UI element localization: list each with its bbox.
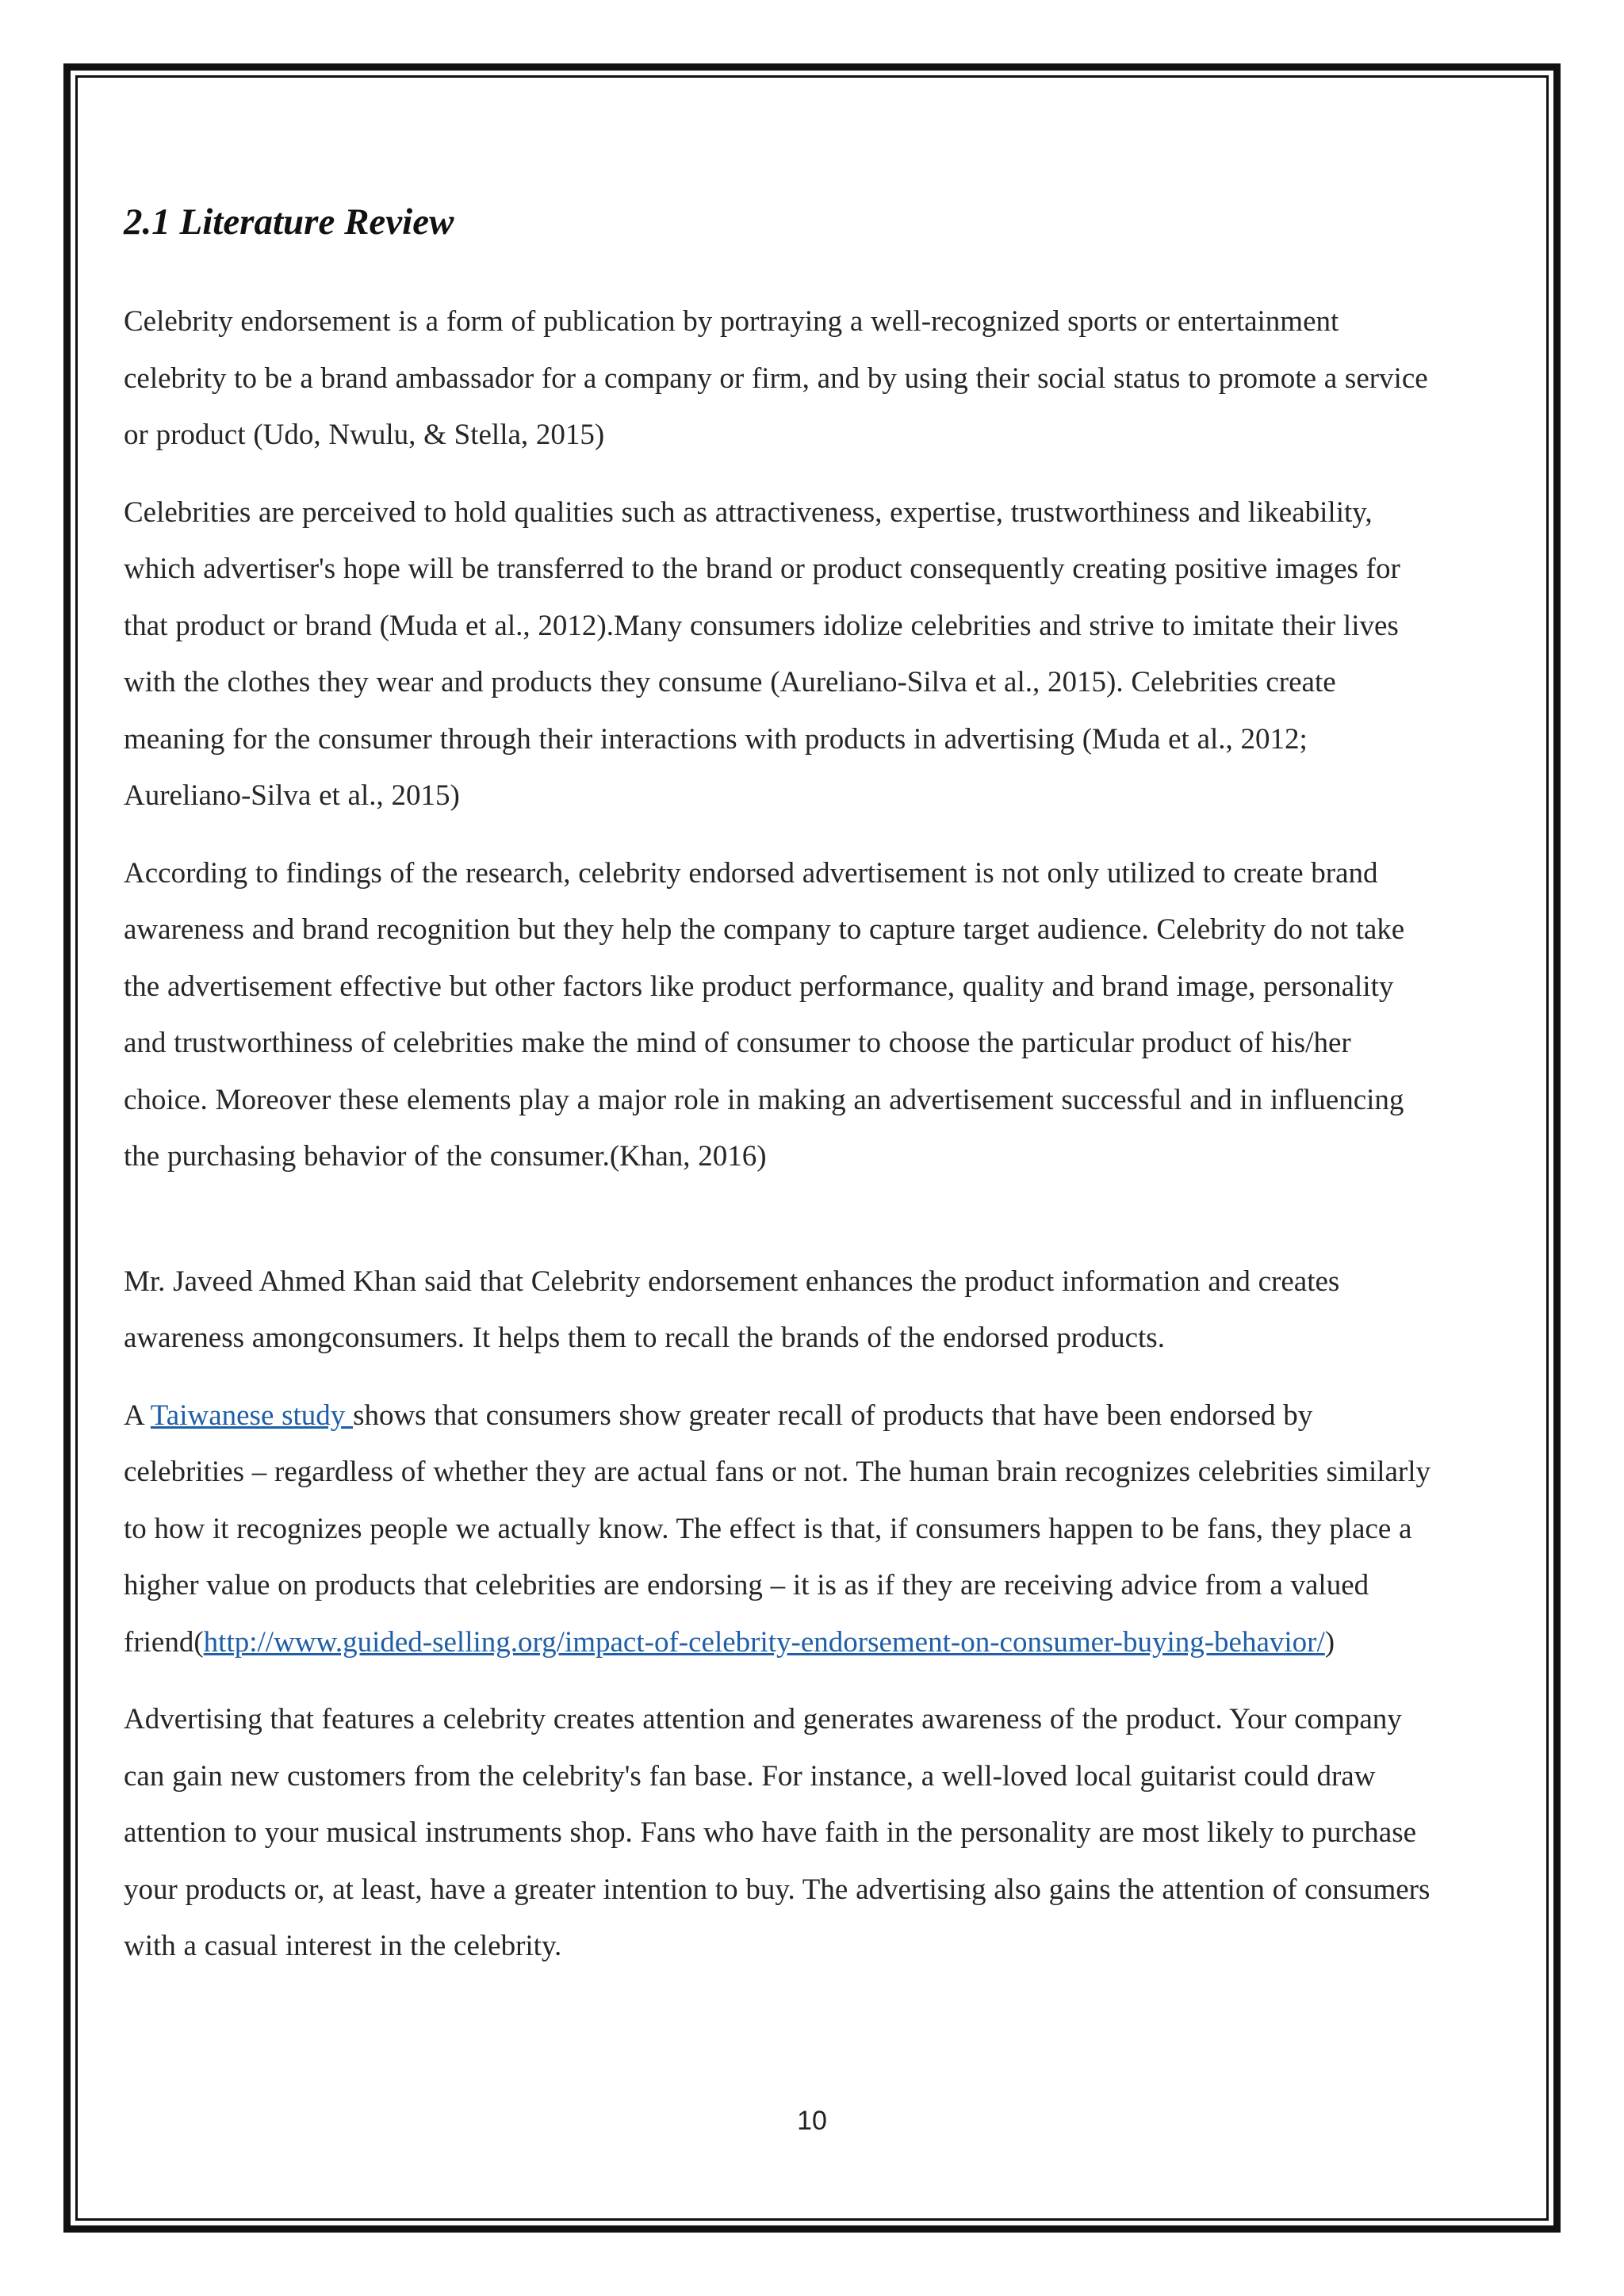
taiwanese-study-link[interactable]: Taiwanese study xyxy=(150,1399,354,1432)
paragraph-suffix: ) xyxy=(1324,1625,1335,1659)
document-body xyxy=(124,182,1432,1996)
paragraph-research-findings: According to findings of the research, celebrity endorsed advertisement is not only utilized to create brand awareness and brand recognition but they help the company to capture target audience. Celebrity do not take the advertisement effective but other factors like product performance, quality and brand image, personality and trustworthiness of celebrities make the mind of consumer to choose the particular product of his/her choice. Moreover these elements play a major role in making an advertisement successful and in influencing the purchasing behavior of the consumer.(Khan, 2016) xyxy=(124,856,1405,1173)
paragraph-taiwanese-study xyxy=(124,1387,1432,1671)
paragraph-celebrity-endorsement-definition: Celebrity endorsement is a form of publication by portraying a well-recognized sports or entertainment celebrity to be a brand ambassador for a company or firm, and by using their social status to promote a service or product (Udo, Nwulu, & Stella, 2015) xyxy=(124,305,1428,451)
paragraph-body-text: shows that consumers show greater recall of products that have been endorsed by celebrities – regardless of whether they are actual fans or not. The human brain recognizes celebrities similarly to how it recognizes people we actually know. The effect is that, if consumers happen to be fans, they place a higher value on products that celebrities are endorsing – it is as if they are receiving advice from a valued friend( xyxy=(124,1399,1431,1659)
page-number: 10 xyxy=(797,2106,827,2136)
paragraph-advertising-attention: Advertising that features a celebrity creates attention and generates awareness of the product. Your company can gain new customers from the celebrity's fan base. For instance, a well-loved local guitarist could draw attention to your musical instruments shop. Fans who have faith in the personality are most likely to purchase your products or, at least, have a greater intention to buy. The advertising also gains the attention of consumers with a casual interest in the celebrity. xyxy=(124,1703,1431,1962)
paragraph-celebrity-qualities: Celebrities are perceived to hold qualities such as attractiveness, expertise, trustworthiness and likeability, which advertiser's hope will be transferred to the brand or product consequently creating positive images for that product or brand (Muda et al., 2012).Many consumers idolize celebrities and strive to imitate their lives with the clothes they wear and products they consume (Aureliano-Silva et al., 2015). Celebrities create meaning for the consumer through their interactions with products in advertising (Muda et al., 2012; Aureliano-Silva et al., 2015) xyxy=(124,496,1400,812)
section-heading: 2.1 Literature Review xyxy=(124,201,454,243)
paragraph-prefix: A xyxy=(124,1399,151,1432)
guided-selling-url-link[interactable]: http://www.guided-selling.org/impact-of-celebrity-endorsement-on-consumer-buying-behavior/ xyxy=(203,1625,1325,1659)
paragraph-javeed-khan: Mr. Javeed Ahmed Khan said that Celebrity endorsement enhances the product information and creates awareness amongconsumers. It helps them to recall the brands of the endorsed products. xyxy=(124,1265,1340,1354)
